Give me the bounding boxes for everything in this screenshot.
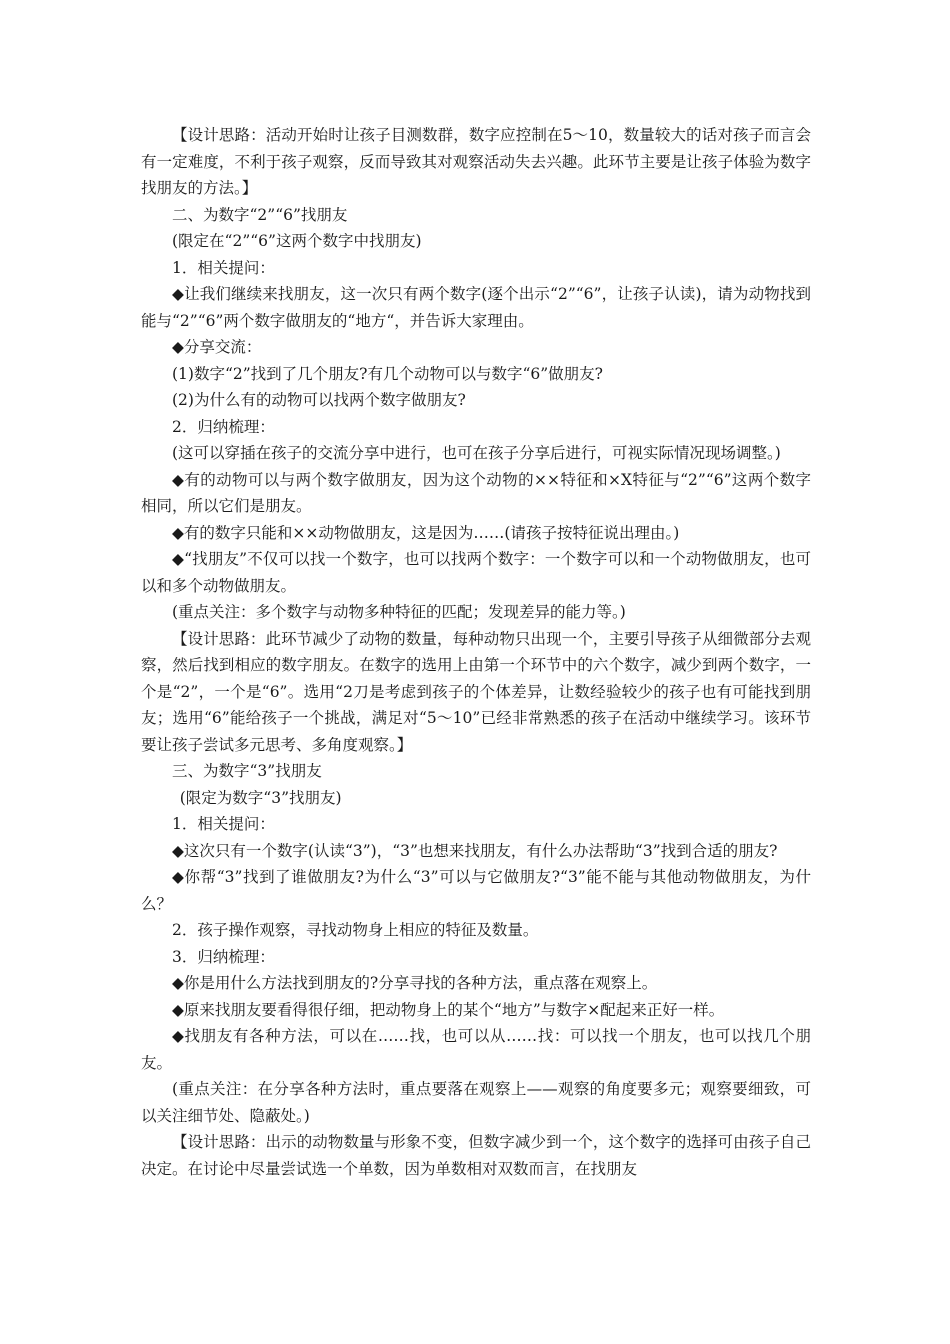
design-note-paragraph-1: 【设计思路：活动开始时让孩子目测数群，数字应控制在5～10，数量较大的话对孩子而言会有一定难度，不利于孩子观察，反而导致其对观察活动失去兴趣。此环节主要是让孩子体验为数字找朋友的方法。】 (141, 126, 811, 197)
note-paragraph: (这可以穿插在孩子的交流分享中进行，也可在孩子分享后进行，可视实际情况现场调整。) (172, 444, 781, 462)
focus-note: (重点关注：在分享各种方法时，重点要落在观察上——观察的角度要多元；观察要细致，可以关注细节处、隐蔽处。) (141, 1080, 811, 1125)
step-heading: 2．孩子操作观察，寻找动物身上相应的特征及数量。 (172, 921, 539, 939)
step-heading: 1．相关提问： (172, 258, 275, 277)
focus-note: (重点关注：多个数字与动物多种特征的匹配；发现差异的能力等。) (172, 603, 626, 621)
bullet-paragraph: ◆有的数字只能和××动物做朋友，这是因为……(请孩子按特征说出理由。) (172, 523, 680, 542)
section-constraint-3: (限定为数字“3”找朋友) (179, 788, 342, 807)
section-heading-2: 二、为数字“2”“6”找朋友 (172, 205, 348, 224)
bullet-paragraph: ◆“找朋友”不仅可以找一个数字，也可以找两个数字：一个数字可以和一个动物做朋友，也可以和多个动物做朋友。 (141, 550, 811, 595)
bullet-paragraph: ◆找朋友有各种方法，可以在……找，也可以从……找：可以找一个朋友，也可以找几个朋友。 (141, 1027, 811, 1072)
bullet-paragraph: ◆你帮“3”找到了谁做朋友?为什么“3”可以与它做朋友?“3”能不能与其他动物做朋友，为什么？ (141, 868, 811, 913)
step-heading: 1．相关提问： (172, 815, 275, 833)
bullet-paragraph: ◆让我们继续来找朋友，这一次只有两个数字(逐个出示“2”“6”，让孩子认读)，请为动物找到能与“2”“6”两个数字做朋友的“地方“，并告诉大家理由。 (141, 285, 811, 330)
bullet-paragraph: ◆分享交流： (172, 338, 262, 356)
question-item: (2)为什么有的动物可以找两个数字做朋友? (172, 391, 466, 409)
design-note-paragraph-3: 【设计思路：出示的动物数量与形象不变，但数字减少到一个，这个数字的选择可由孩子自己决定。在讨论中尽量尝试选一个单数，因为单数相对双数而言，在找朋友 (141, 1133, 811, 1178)
bullet-paragraph: ◆原来找朋友要看得很仔细，把动物身上的某个“地方”与数字×配起来正好一样。 (172, 1000, 725, 1019)
bullet-paragraph: ◆有的动物可以与两个数字做朋友，因为这个动物的××特征和×X特征与“2”“6”这两个数字相同，所以它们是朋友。 (141, 470, 811, 515)
bullet-paragraph: ◆你是用什么方法找到朋友的?分享寻找的各种方法，重点落在观察上。 (172, 974, 658, 992)
step-heading: 3．归纳梳理： (172, 947, 275, 966)
section-constraint-2: (限定在“2”“6”这两个数字中找朋友) (172, 232, 422, 250)
bullet-paragraph: ◆这次只有一个数字(认读“3”)，“3”也想来找朋友，有什么办法帮助“3”找到合适的朋友? (172, 841, 778, 860)
document-body (141, 122, 811, 1182)
section-heading-3: 三、为数字“3”找朋友 (172, 762, 322, 780)
question-item: (1)数字“2”找到了几个朋友?有几个动物可以与数字“6”做朋友? (172, 364, 603, 383)
design-note-paragraph-2: 【设计思路：此环节减少了动物的数量，每种动物只出现一个，主要引导孩子从细微部分去观察，然后找到相应的数字朋友。在数字的选用上由第一个环节中的六个数字，减少到两个数字，一个是“2”，一个是“6”。选用“2刀是考虑到孩子的个体差异，让数经验较少的孩子也有可能找到朋友；选用“6”能给孩子一个挑战，满足对“5～10”已经非常熟悉的孩子在活动中继续学习。该环节要让孩子尝试多元思考、多角度观察。】 (141, 629, 811, 754)
step-heading: 2．归纳梳理： (172, 417, 275, 436)
